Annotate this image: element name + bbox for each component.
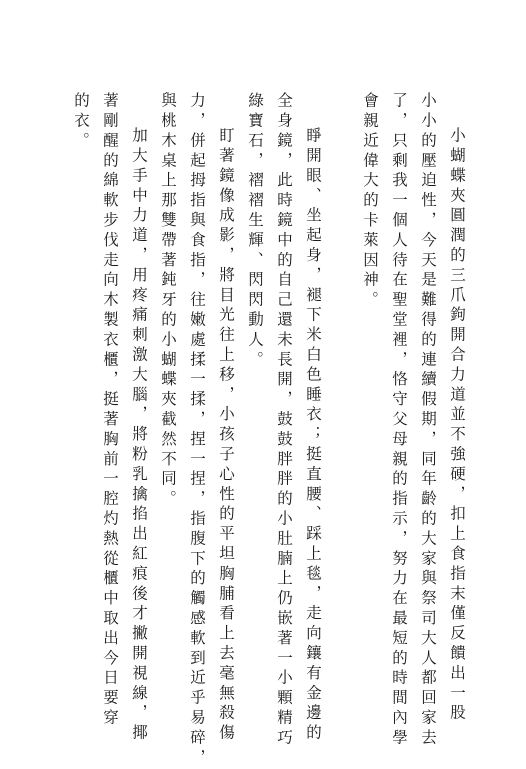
text-column-1: 小蝴蝶夾圓潤的三爪鉤開合力道並不強硬，扣上食指末僅反饋出一股: [448, 127, 466, 724]
text-column-12: 著剛醒的綿軟步伐走向木製衣櫃，挺著胸前一腔灼熱從櫃中取出今日要穿: [101, 92, 119, 729]
text-column-6: 全身鏡，此時鏡中的自己還未長開，鼓鼓胖胖的小肚腩上仍嵌著一小顆精巧: [275, 92, 293, 749]
text-column-7: 綠寶石，褶褶生輝、閃閃動人。: [246, 92, 264, 371]
text-column-8: 盯著鏡像成影，將目光往上移，小孩子心性的平坦胸脯看上去毫無殺傷: [217, 127, 235, 744]
text-column-4: 會親近偉大的卡萊因神。: [361, 92, 379, 311]
text-column-3: 了，只剩我一個人待在聖堂裡，恪守父母親的指示，努力在最短的時間內學: [390, 92, 408, 749]
text-column-9: 力，併起拇指與食指，往嫩處揉一揉，捏一捏，指腹下的觸感軟到近乎易碎，: [188, 92, 206, 769]
text-column-13: 的衣。: [72, 92, 90, 152]
text-column-10: 與桃木桌上那雙帶著鈍牙的小蝴蝶夾截然不同。: [159, 92, 177, 510]
text-column-5: 睜開眼、坐起身，褪下米白色睡衣；挺直腰、踩上毯，走向鑲有金邊的: [304, 127, 322, 744]
text-column-11: 加大手中力道，用疼痛刺激大腦，將粉乳擒掐出紅痕後才撇開視線，揶: [130, 127, 148, 744]
text-column-2: 小小的壓迫性，今天是難得的連續假期，同年齡的大家與祭司大人都回家去: [419, 92, 437, 749]
